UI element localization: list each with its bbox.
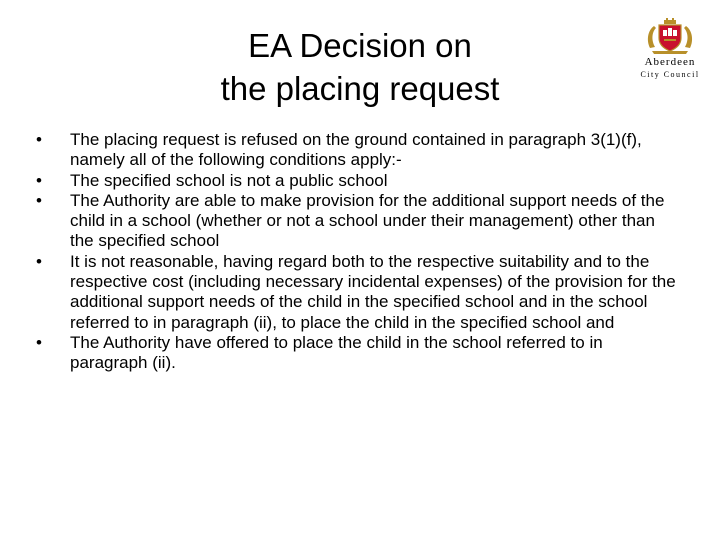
logo-line-city-council: City Council	[640, 70, 700, 79]
list-item	[36, 171, 676, 191]
bullet-icon: •	[36, 130, 42, 149]
bullet-text: The specified school is not a public school	[70, 170, 388, 190]
bullet-text: It is not reasonable, having regard both to the respective suitability and to the respective cost (including necessary incidental expenses) of the provision for the additional support needs of the child in the specified school and in the school referred to in paragraph (ii), to place the child in the specified school and	[70, 251, 676, 332]
bullet-icon: •	[36, 170, 42, 190]
bullet-icon: •	[36, 190, 42, 210]
bullet-icon: •	[36, 332, 42, 352]
list-item	[36, 333, 676, 374]
list-item	[36, 130, 676, 171]
bullet-icon: •	[36, 251, 42, 271]
bullet-text: The Authority have offered to place the child in the school referred to in paragraph (ii).	[70, 332, 603, 373]
aberdeen-city-council-logo	[628, 18, 712, 84]
list-item	[36, 252, 676, 333]
slide-title	[150, 24, 570, 110]
logo-line-aberdeen: Aberdeen	[644, 56, 696, 68]
coat-of-arms-icon	[628, 18, 712, 58]
bullet-text: The Authority are able to make provision for the additional support needs of the child in a school (whether or not a school under their management) other than the specified school	[70, 190, 665, 251]
bullet-text: The placing request is refused on the ground contained in paragraph 3(1)(f), namely all of the following conditions apply:-	[70, 130, 642, 170]
bullet-list	[36, 130, 676, 374]
list-item	[36, 191, 676, 252]
slide-title-line-1: EA Decision on	[248, 27, 472, 64]
slide-title-line-2: the placing request	[220, 70, 500, 107]
